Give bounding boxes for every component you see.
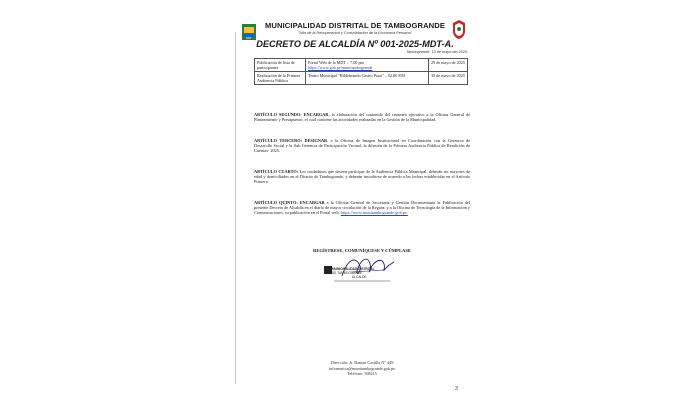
stamp-line: ALCALDE — [352, 275, 367, 279]
schedule-table — [254, 58, 468, 85]
article-fifth — [254, 200, 470, 216]
footer-phone: Teléfono: 368415 — [347, 371, 377, 377]
handwritten-signature-icon — [338, 252, 398, 284]
decree-date: Tambogrande, 13 de mayo del 2025. — [406, 50, 468, 54]
table-row — [255, 59, 468, 72]
article-heading: ARTÍCULO CUARTO: — [254, 169, 299, 174]
closing-formula: REGÍSTRESE, COMUNÍQUESE Y CÚMPLASE — [313, 248, 411, 253]
article-heading: ARTÍCULO QUINTO: ENCARGAR — [254, 200, 325, 205]
article-heading: ARTÍCULO TERCERO: DESIGNAR — [254, 138, 328, 143]
stamp-line: DE TAMBOGRANDE — [332, 271, 362, 275]
schedule-label: Publicación de lista de participantes — [255, 59, 306, 72]
portal-link[interactable]: https://www.munitambogrande.gob.pe. — [340, 210, 408, 216]
schedule-label: Realización de la Primera Audiencia Pública — [255, 72, 306, 85]
decree-title: DECRETO DE ALCALDÍA Nº 001-2025-MDT-A. — [256, 39, 454, 49]
svg-text:MDT: MDT — [246, 37, 252, 40]
schedule-link[interactable]: https://www.gob.pe/munitambogrande — [308, 65, 373, 70]
article-text: Los ciudadanos que deseen participar de la Audiencia Pública Municipal, deberán ser mayores de edad y domiciliados en el Distrito de Tambogrande, y deberán inscribirse de acuerdo a las fechas establecidas en el Artículo Primero. — [254, 169, 470, 185]
article-text: a la Oficina General de Secretaría y Gestión Documentaria la Publicación del presente Decreto de Alcaldía en el diario de mayor circulación de la Región; y a la Oficina de Tecnología de la Información y Comunicaciones, su publicación en el Portal web: — [254, 200, 470, 216]
page-number: 3 — [455, 386, 458, 392]
article-third — [254, 138, 470, 154]
stamp-line: MUNICIPALIDAD DISTRITAL — [332, 267, 375, 271]
article-second — [254, 112, 470, 122]
schedule-detail — [306, 59, 429, 72]
footer — [254, 360, 470, 377]
schedule-detail-text: Portal Web de la MDT – 7.00 pm — [308, 60, 364, 65]
footer-address: Dirección: Jr. Ramón Castilla N° 449 — [330, 360, 394, 365]
table-row — [255, 72, 468, 85]
article-fourth — [254, 169, 470, 185]
article-text: , la elaboración del contenido del resumen ejecutivo a la Oficina General de Planeamiento y Presupuesto, el cual contiene las actividades realizadas en la Gestión de la Municipalidad. — [254, 112, 470, 123]
schedule-date: 30 de mayo de 2025 — [429, 72, 468, 85]
article-text: , a la Oficina de Imagen Institucional en Coordinación con la Gerencia de Desarrollo Social y la Sub Gerencia de Participación Vecinal, la difusión de la Primera Audiencia Pública de Rendición de Cuentas- 2025. — [254, 138, 470, 154]
municipality-name: MUNICIPALIDAD DISTRITAL DE TAMBOGRANDE — [265, 21, 445, 30]
document-page — [226, 14, 474, 394]
footer-email: informatica@munitambogrande.gob.pe — [329, 365, 395, 371]
peru-coat-of-arms-icon — [450, 18, 468, 40]
margin-line — [235, 32, 236, 384]
schedule-date: 29 de mayo de 2025 — [429, 59, 468, 72]
schedule-detail: Teatro Municipal "Hildebrando Castro Pozo" – 02.00 P.M — [306, 72, 429, 85]
year-motto: "Año de la Recuperación y Consolidación de la Economía Peruana" — [298, 31, 412, 35]
article-heading: ARTÍCULO SEGUNDO: ENCARGAR — [254, 112, 329, 117]
